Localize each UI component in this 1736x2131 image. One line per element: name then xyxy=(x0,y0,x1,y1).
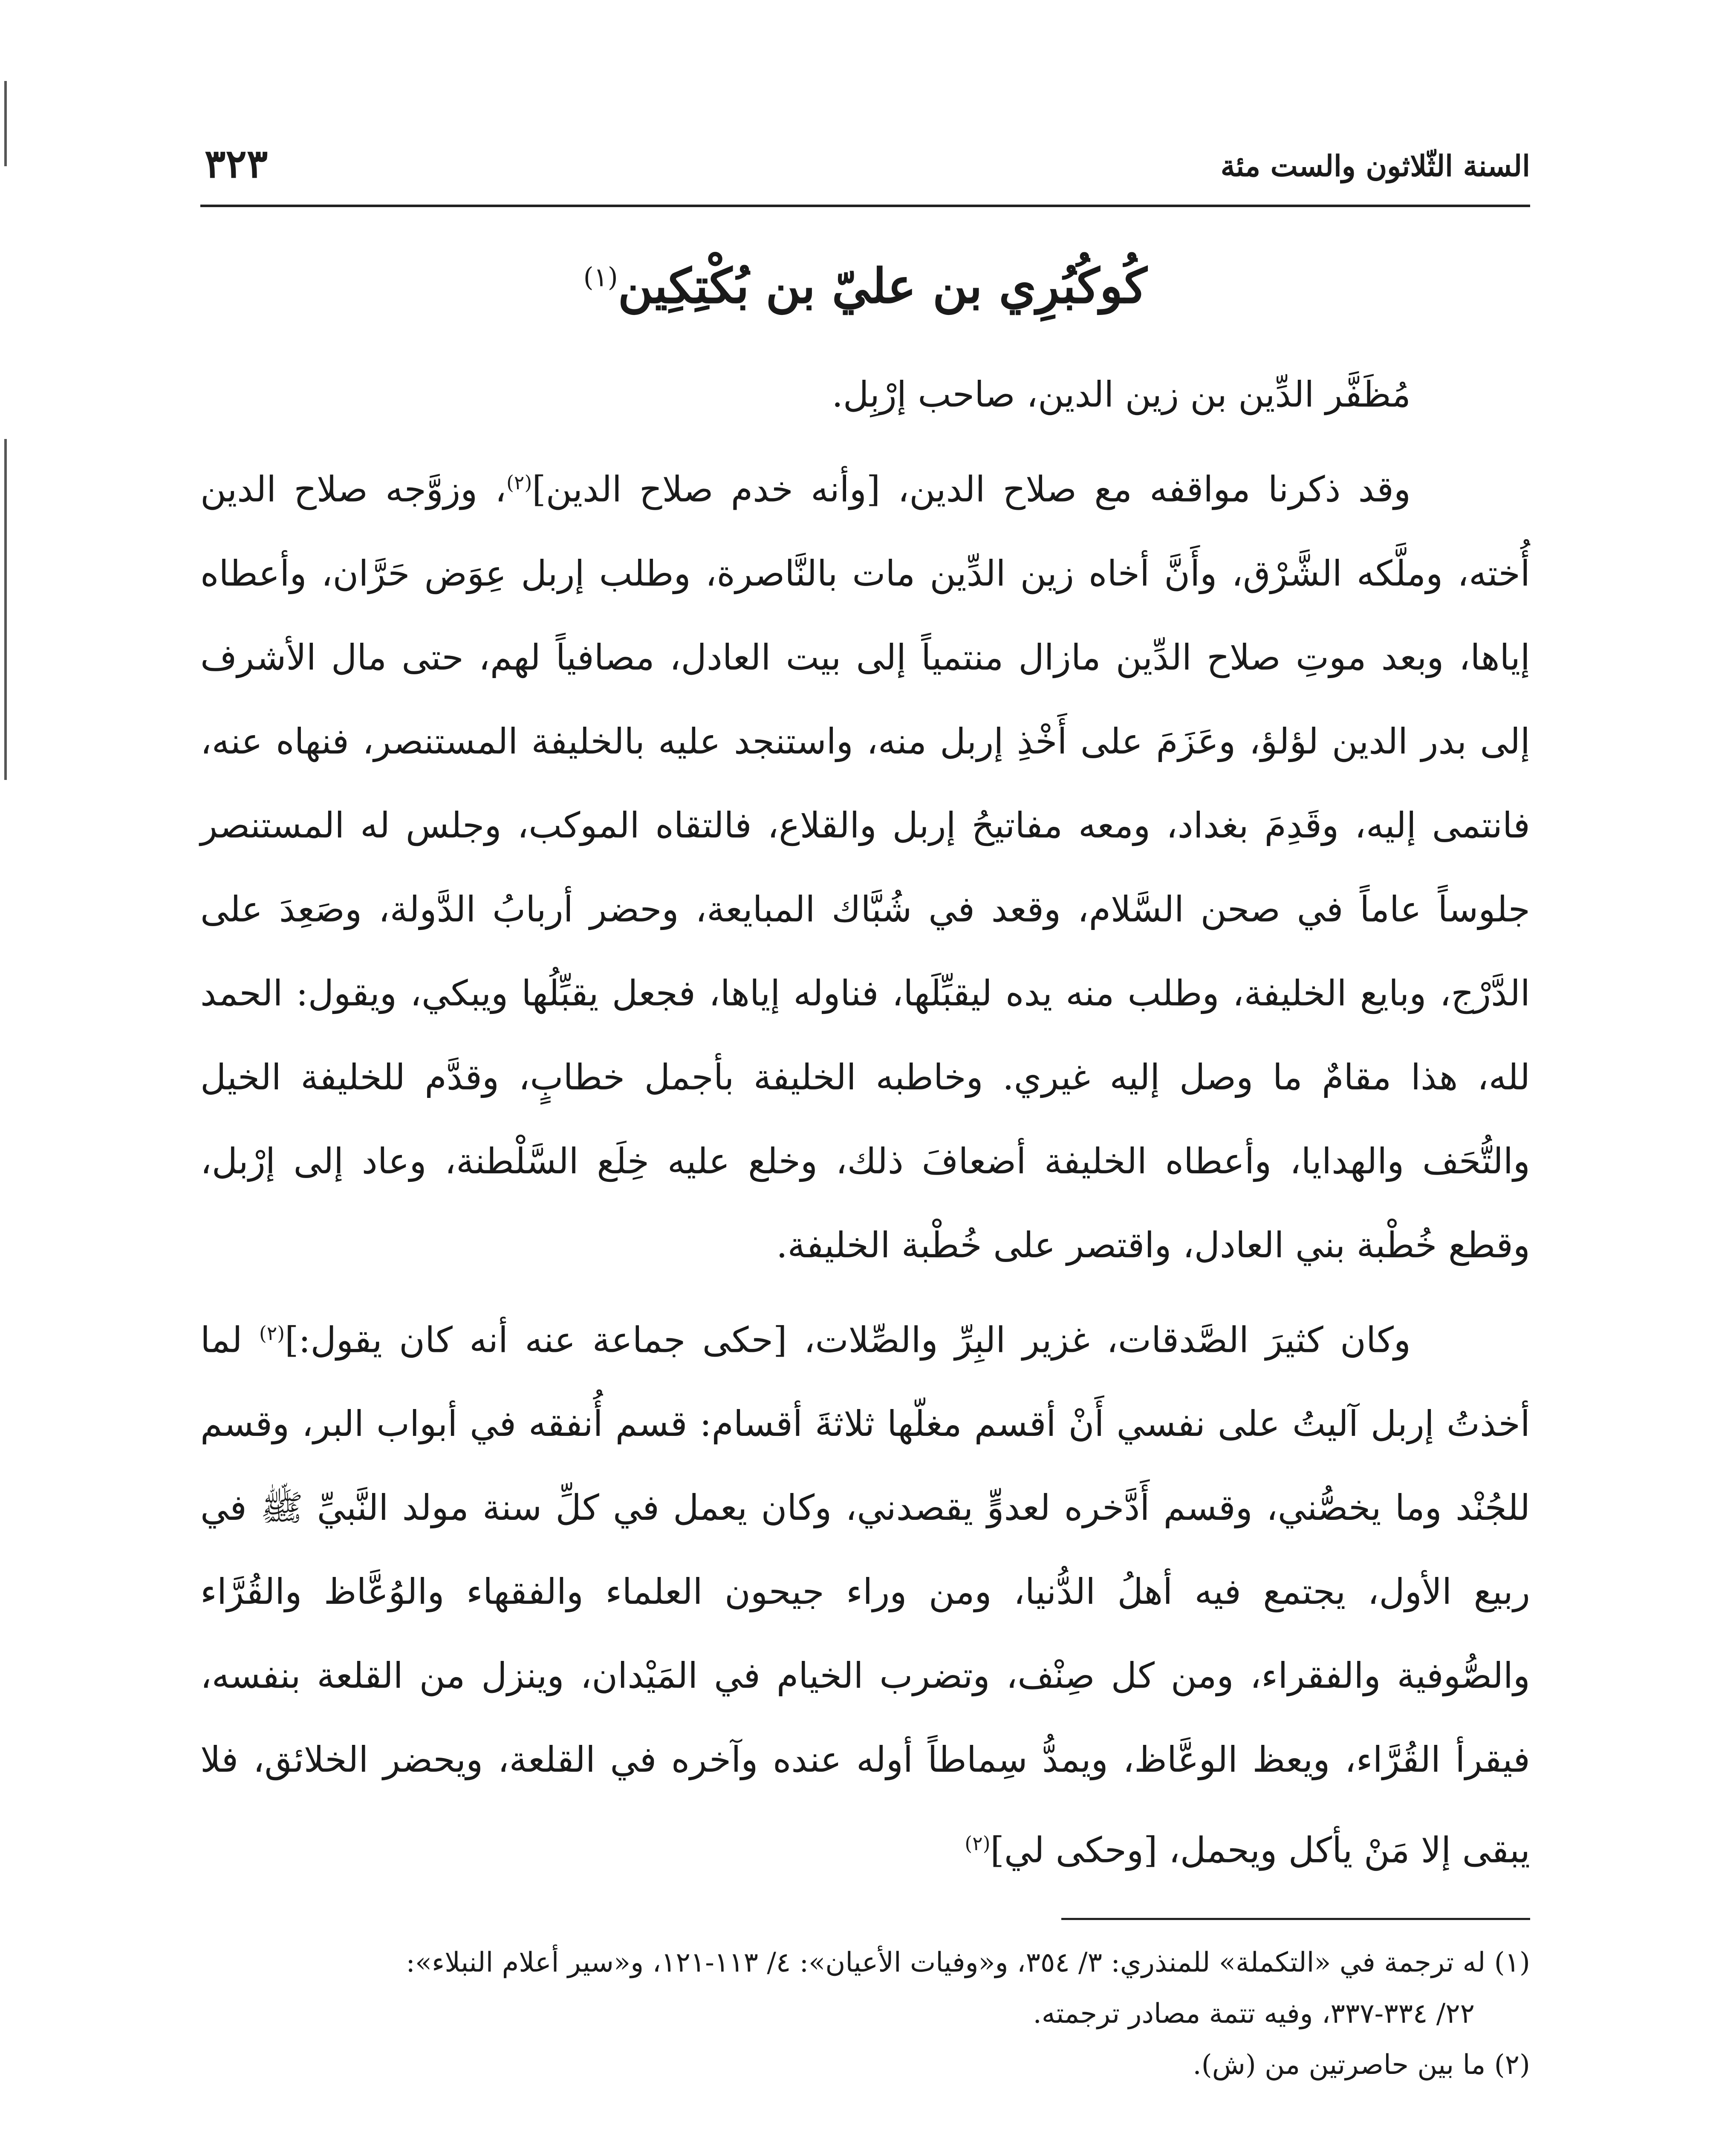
paragraph-text: لما أخذتُ إربل آليتُ على نفسي أَنْ أقسم مغلّها ثلاثةَ أقسام: قسم أُنفقه في أبواب البر، وقسم للجُنْد وما يخصُّني، وقسم أَدَّخره لعدوٍّ يقصدني، وكان يعمل في كلِّ سنة مولد النَّبيِّ ﷺ في ربيع الأول، يجتمع فيه أهلُ الدُّنيا، ومن وراء جيحون العلماء والفقهاء والوُعَّاظ والقُرَّاء والصُّوفية والفقراء، ومن كل صِنْف، وتضرب الخيام في المَيْدان، وينزل من القلعة بنفسه، فيقرأ القُرَّاء، ويعظ الوعَّاظ، ويمدُّ سِماطاً أوله عنده وآخره في القلعة، ويحضر الخلائق، فلا يبقى إلا مَنْ يأكل ويحمل، [وحكى لي] xyxy=(200,1319,1530,1871)
footnote-2 xyxy=(200,2039,1530,2091)
paragraph-intro xyxy=(200,352,1530,436)
paragraph-biography xyxy=(200,441,1530,1287)
paragraph-text: مُظَفَّر الدِّين بن زين الدين، صاحب إرْبِل. xyxy=(832,374,1411,415)
binding-mark-middle xyxy=(4,439,7,780)
footnote-1 xyxy=(200,1937,1530,1988)
book-page xyxy=(200,141,1530,2131)
paragraph-text: وقد ذكرنا مواقفه مع صلاح الدين، [وأنه خدم صلاح الدين] xyxy=(532,468,1411,510)
footnote-ref: (٢) xyxy=(506,471,532,494)
paragraph-charity xyxy=(200,1291,1530,1892)
footnote-separator xyxy=(1061,1918,1530,1920)
running-head xyxy=(200,141,1530,207)
footnote-ref: (٢) xyxy=(965,1832,991,1855)
footnotes xyxy=(200,1937,1530,2091)
chapter-heading xyxy=(200,258,1530,314)
paragraph-text: وكان كثيرَ الصَّدقات، غزير البِرِّ والصِّلات، [حكى جماعة عنه أنه كان يقول:] xyxy=(285,1319,1411,1361)
footnote-ref: (٢) xyxy=(259,1322,285,1345)
footnote-text: (٢) ما بين حاصرتين من (ش). xyxy=(1193,2049,1530,2081)
running-title: السنة الثّلاثون والست مئة xyxy=(1220,149,1530,183)
chapter-title: كُوكُبُرِي بن عليّ بن بُكْتِكِين xyxy=(618,258,1147,314)
binding-mark-top xyxy=(4,81,7,166)
footnote-ref: (١) xyxy=(583,262,618,293)
footnote-1-continuation xyxy=(200,1988,1530,2039)
page-number: ٣٢٣ xyxy=(205,141,268,187)
footnote-text: ٢٢/ ٣٣٤-٣٣٧، وفيه تتمة مصادر ترجمته. xyxy=(1033,1998,1475,2030)
footnote-text: (١) له ترجمة في «التكملة» للمنذري: ٣/ ٣٥٤، و«وفيات الأعيان»: ٤/ ١١٣-١٢١، و«سير أعلام النبلاء»: xyxy=(406,1946,1530,1978)
paragraph-text: ، وزوَّجه صلاح الدين أُخته، وملَّكه الشَّرْق، وأَنَّ أخاه زين الدِّين مات بالنَّاصرة، وطلب إربل عِوَض حَرَّان، وأعطاه إياها، وبعد موتِ صلاح الدِّين مازال منتمياً إلى بيت العادل، مصافياً لهم، حتى مال الأشرف إلى بدر الدين لؤلؤ، وعَزَمَ على أَخْذِ إربل منه، واستنجد عليه بالخليفة المستنصر، فنهاه عنه، فانتمى إليه، وقَدِمَ بغداد، ومعه مفاتيحُ إربل والقلاع، فالتقاه الموكب، وجلس له المستنصر جلوساً عاماً في صحن السَّلام، وقعد في شُبَّاك المبايعة، وحضر أربابُ الدَّولة، وصَعِدَ على الدَّرْج، وبايع الخليفة، وطلب منه يده ليقبِّلَها، فناوله إياها، فجعل يقبِّلُها ويبكي، ويقول: الحمد لله، هذا مقامٌ ما وصل إليه غيري. وخاطبه الخليفة بأجمل خطابٍ، وقدَّم للخليفة الخيل والتُّحَف والهدايا، وأعطاه الخليفة أضعافَ ذلك، وخلع عليه خِلَع السَّلْطنة، وعاد إلى إرْبل، وقطع خُطْبة بني العادل، واقتصر على خُطْبة الخليفة. xyxy=(200,468,1530,1266)
